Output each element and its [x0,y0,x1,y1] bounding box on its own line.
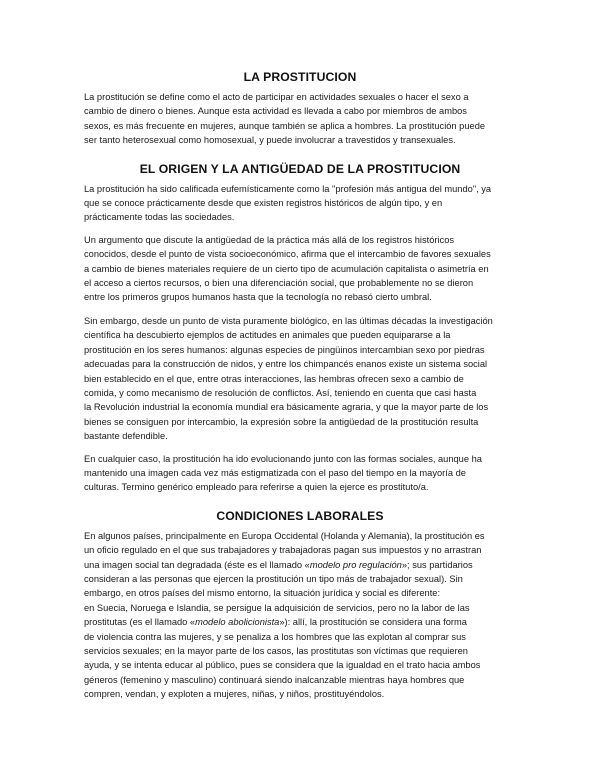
text-line: En cualquier caso, la prostitución ha ido evolucionando junto con las formas sociales, aunque ha [84,453,482,464]
text-line: científica ha descubierto ejemplos de actitudes en animales que pueden equipararse a la [84,330,451,341]
text-line: en Suecia, Noruega e Islandia, se persigue la adquisición de servicios, pero no la labor de las [84,602,470,613]
section-title-condiciones-laborales: CONDICIONES LABORALES [216,508,384,523]
text-line: la Revolución industrial la economía mundial era básicamente agraria, y que la mayor parte de los [84,402,489,413]
text-line: La prostitución ha sido calificada eufemísticamente como la "profesión más antigua del mundo", ya [84,183,492,194]
text-line: un oficio regulado en el que sus trabajadores y trabajadoras pagan sus impuestos y no arrastran [84,545,482,556]
text-line: servicios sexuales; en la mayor parte de los casos, las prostitutas son víctimas que requieren [84,646,468,656]
emphasis-modelo-pro-regulacion: modelo pro regulación [309,559,402,570]
paragraph [84,314,516,444]
text-line: ayuda, y se intenta educar al público, pues se considera que la igualdad en el trato hacia ambos [84,660,481,671]
text-line: prostitución en los seres humanos: algunas especies de pingüinos intercambian sexo por piedras [84,344,485,355]
text-line: ser tanto heterosexual como homosexual, y puede involucrar a travestidos y transexuales. [84,135,456,146]
paragraph [84,90,516,148]
text-line: consideran a las personas que ejercen la prostitución un tipo más de trabajador sexual). Sin [84,573,463,584]
text-line: géneros (femenino y masculino) continuará siendo inalcanzable mientras haya hombres que [84,674,465,685]
text-line: Sin embargo, desde un punto de vista puramente biológico, en las últimas décadas la investigación [84,315,493,326]
section-title-origen: EL ORIGEN Y LA ANTIGÜEDAD DE LA PROSTITUCION [139,161,461,176]
text-line: adecuadas para la construcción de nidos, y entre los chimpancés enanos existe un sistema social [84,359,488,370]
text-line: de violencia contra las mujeres, y se penaliza a los hombres que las explotan al comprar sus [84,631,466,642]
text-line: En algunos países, principalmente en Europa Occidental (Holanda y Alemania), la prostitución es [84,530,485,541]
text-line: mantenido una imagen cada vez más estigmatizada con el paso del tiempo en la mayoría de [84,467,466,478]
text-line: Un argumento que discute la antigüedad de la práctica más allá de los registros históricos [84,234,455,245]
paragraph [84,452,516,495]
text-line: comida, y como mecanismo de resolución de conflictos. Así, teniendo en cuenta que casi hasta [84,387,477,398]
emphasis-modelo-abolicionista: modelo abolicionista [195,617,280,628]
text-line: bastante defendible. [84,431,168,442]
paragraph [84,529,516,702]
text-line: sexos, es más frecuente en mujeres, aunque también se aplica a hombres. La prostitución puede [84,120,486,131]
text-line: que se conoce prácticamente desde que existen registros históricos de algún tipo, y en [84,198,443,209]
text-line: prácticamente todas las sociedades. [84,212,235,223]
text-run: prostitutas (es el llamado « [84,617,196,628]
paragraph [84,182,516,225]
paragraph [84,233,516,305]
text-line: el acceso a ciertos recursos, o bien una diferenciación social, que probablemente no se dieron [84,278,474,289]
text-line [84,615,516,629]
section-title-la-prostitucion: LA PROSTITUCION [243,70,357,84]
text-run: »; sus partidarios [401,559,473,570]
text-run: una imagen social tan degradada (éste es el llamado « [84,559,310,570]
text-line: culturas. Termino genérico empleado para referirse a quien la ejerce es prostituto/a. [84,482,429,493]
text-line: a cambio de bienes materiales requiere de un cierto tipo de acumulación capitalista o asimetría en [84,263,489,274]
text-run: »): allí, la prostitución se considera una forma [279,617,467,628]
text-line: conocidos, desde el punto de vista socioeconómico, afirma que el intercambio de favores sexuales [84,249,491,260]
text-line: entre los primeros grupos humanos hasta que la tecnología no rebasó cierto umbral. [84,292,432,303]
text-line [84,558,516,572]
text-line: bienes se consiguen por intercambio, la expresión sobre la antigüedad de la prostitución resulta [84,416,479,427]
text-line: embargo, en otros países del mismo entorno, la situación jurídica y social es diferente: [84,588,441,599]
text-line: compren, vendan, y exploten a mujeres, niñas, y niños, prostituyéndolos. [84,689,385,700]
text-line: cambio de dinero o bienes. Aunque esta actividad es llevada a cabo por miembros de ambos [84,106,467,117]
text-line: La prostitución se define como el acto de participar en actividades sexuales o hacer el sexo a [84,92,469,102]
text-line: bien establecido en el que, entre otras interacciones, las hembras ofrecen sexo a cambio de [84,373,464,384]
